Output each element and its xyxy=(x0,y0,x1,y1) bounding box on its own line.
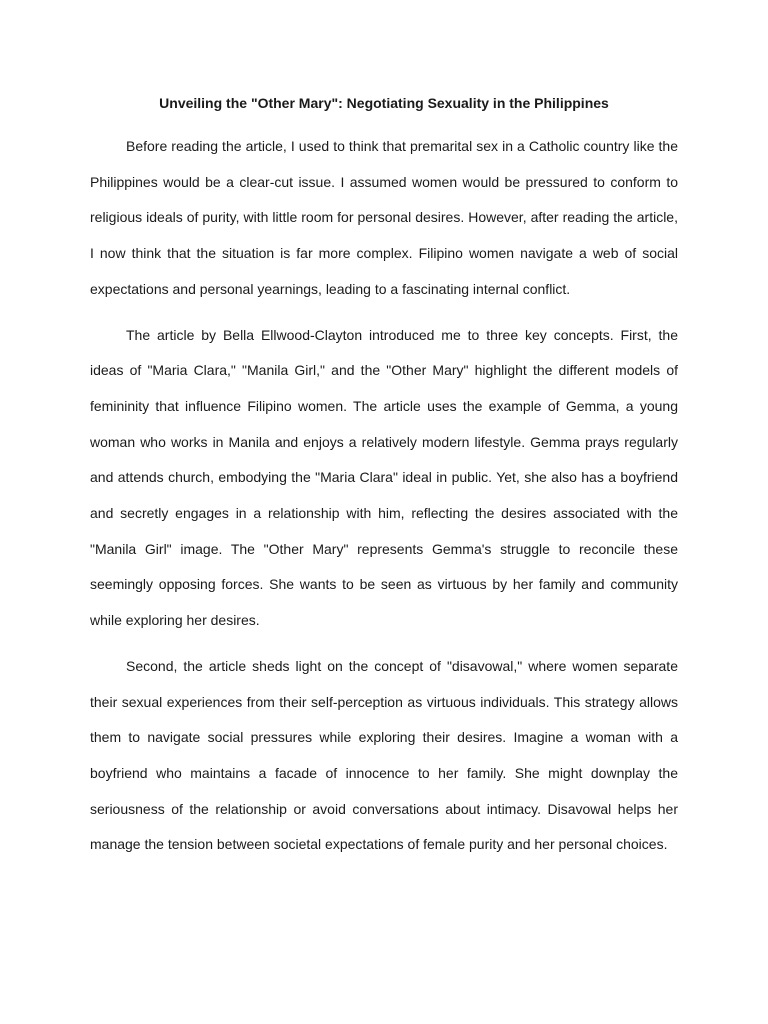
paragraph-2: The article by Bella Ellwood-Clayton introduced me to three key concepts. First, the ideas of "Maria Clara," "Manila Girl," and the "Other Mary" highlight the different models of femininity that influence Filipino women. The article uses the example of Gemma, a young woman who works in Manila and enjoys a relatively modern lifestyle. Gemma prays regularly and attends church, embodying the "Maria Clara" ideal in public. Yet, she also has a boyfriend and secretly engages in a relationship with him, reflecting the desires associated with the "Manila Girl" image. The "Other Mary" represents Gemma's struggle to reconcile these seemingly opposing forces. She wants to be seen as virtuous by her family and community while exploring her desires. xyxy=(90,326,678,629)
paragraph-1: Before reading the article, I used to think that premarital sex in a Catholic country like the Philippines would be a clear-cut issue. I assumed women would be pressured to conform to religious ideals of purity, with little room for personal desires. However, after reading the article, I now think that the situation is far more complex. Filipino women navigate a web of social expectations and personal yearnings, leading to a fascinating internal conflict. xyxy=(90,138,678,297)
document-title: Unveiling the "Other Mary": Negotiating Sexuality in the Philippines xyxy=(159,95,609,111)
paragraph-3: Second, the article sheds light on the concept of "disavowal," where women separate their sexual experiences from their self-perception as virtuous individuals. This strategy allows them to navigate social pressures while exploring their desires. Imagine a woman with a boyfriend who maintains a facade of innocence to her family. She might downplay the seriousness of the relationship or avoid conversations about intimacy. Disavowal helps her manage the tension between societal expectations of female purity and her personal choices. xyxy=(90,657,678,853)
